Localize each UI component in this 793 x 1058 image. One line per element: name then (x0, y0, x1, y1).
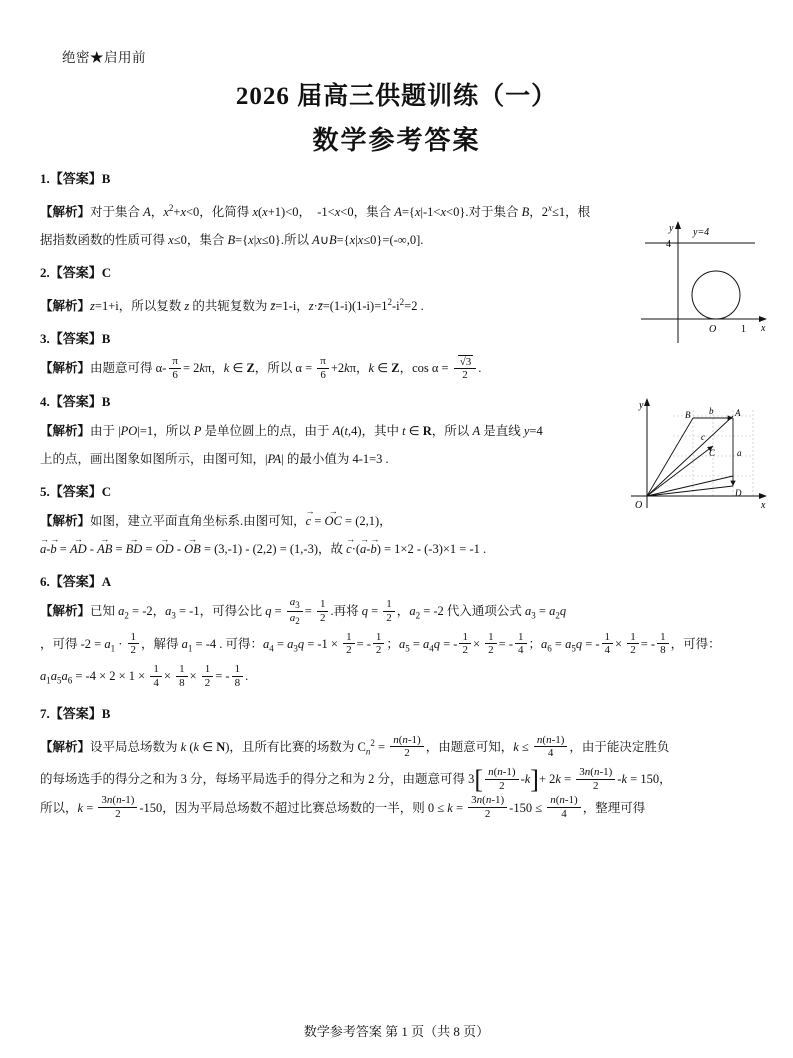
explanation-4-line-1: 【解析】由于 |PO|=1，所以 P 是单位圆上的点，由于 A(t,4)，其中 t ∈ R，所以 A 是直线 y=4 (40, 424, 543, 439)
explanation-7-line-3: 所以，k = $\frac{3n(n-1)}{2}$ -150，因为平局总场数不超过比赛总场数的一半，则 0 ≤ k = $\frac{3n(n-1)}{2}$ -150 ≤ $\frac{n(n-1)}{4}$ ，整理可得 (40, 794, 646, 821)
vectors-svg (617, 388, 775, 533)
explanation-4 (40, 417, 610, 473)
fig2-label-D: D (735, 488, 742, 498)
explanation-1-line-1: 【解析】对于集合 A，$x^2+x<0$，化简得 x(x+1)<0， -1<x<0，集合 A={x|-1<x<0}.对于集合 B，$2^x\le 1$，根 (40, 203, 591, 220)
fig2-label-A: A (735, 408, 741, 418)
explanation-6-line-2: ，可得 $-2 = a_1$ · $\frac{1}{2}$ ，解得 $a_1 = -4$ . 可得：$a_4 = a_3q = -1$ × $\frac{1}{2}$ = - $\frac{1}{2}$ ；$a_5 = a_4q$ = - $\frac{1}{2}$ × $\frac{1}{2}$ = - $\frac{1}{4}$ ；$a_6 = a_5q$ = - $\frac{1}{4}$ × $\frac{1}{2}$ = - $\frac{1}{8}$ ，可得： (40, 630, 721, 657)
explanation-label-5: 【解析】 (40, 514, 91, 529)
explanation-6-line-3: $a_1a_5a_6 = -4 \times 2 \times 1$ × $\frac{1}{4}$ × $\frac{1}{8}$ × $\frac{1}{2}$ = - $\frac{1}{8}$ . (40, 663, 249, 689)
answer-value-4: B (101, 394, 111, 410)
unit-circle-svg (623, 215, 773, 355)
explanation-3-line-1: 【解析】由题意可得 α- $\frac{\pi}{6}$ = 2kπ，k ∈ Z，所以 α = $\frac{\pi}{6}$ +2kπ，k ∈ Z，cos α = $\frac{√3}{2}$ . (40, 355, 482, 382)
answer-label-2: 2.【答案】 (40, 265, 102, 281)
fig2-label-b: b (709, 406, 714, 416)
page-title: 2026 届高三供题训练（一） (235, 83, 558, 110)
fig2-label-c: c (701, 432, 705, 442)
answer-value-5: C (101, 484, 112, 500)
secret-notice: 绝密★启用前 (62, 50, 146, 65)
fig1-x-axis-label: x (761, 323, 766, 334)
figure-unit-circle (623, 215, 773, 355)
fig2-label-B: B (685, 410, 691, 420)
answer-value-1: B (101, 171, 111, 186)
answer-label-7: 7.【答案】 (40, 705, 102, 721)
answer-value-6: A (101, 574, 112, 590)
fig1-y-axis-label: y (669, 223, 674, 234)
answer-label-1: 1.【答案】 (40, 171, 102, 186)
fig2-x-axis-label: x (761, 500, 766, 511)
explanation-6-line-1: 【解析】已知 $a_2 = -2$，$a_3 = -1$，可得公比 q = $\frac{a_3}{a_2}$ = $\frac{1}{2}$ .再将 q = $\frac{1}{2}$ ，$a_2 = -2$ 代入通项公式 $a_3 = a_2q$ (40, 596, 567, 626)
answer-line-7 (40, 701, 755, 727)
explanation-1-line-2: 据指数函数的性质可得 x≤0，集合 B={x|x≤0}.所以 A∪B={x|x≤0}=(-∞,0]. (40, 233, 424, 248)
explanation-6 (40, 597, 755, 695)
answer-value-3: B (101, 331, 111, 347)
fig1-line-label: y=4 (693, 227, 710, 238)
answer-label-4: 4.【答案】 (40, 394, 102, 410)
fig1-origin-label: O (709, 324, 717, 335)
fig2-label-C: C (709, 448, 716, 458)
explanation-2-line-1: 【解析】z=1+i，所以复数 z 的共轭复数为 z̄=1-i，$z\cdot z̄=(1-i)(1-i)=1^2-i^2=2$ . (40, 297, 424, 314)
explanation-7-line-1: 【解析】设平局总场数为 k (k ∈ N)，且所有比赛的场数为 $C_n^2$ = $\frac{n(n-1)}{2}$ ，由题意可知，k ≤ $\frac{n(n-1)}{4}$ ，由于能决定胜负 (40, 733, 670, 760)
explanation-label-3: 【解析】 (40, 361, 91, 376)
answer-value-2: C (101, 265, 112, 281)
figure-vectors (617, 388, 775, 533)
explanation-7-line-2: 的每场选手的得分之和为 3 分，每场平局选手的得分之和为 2 分，由题意可得 3[ $\frac{n(n-1)}{2}$ -k]+ 2k = $\frac{3n(n-1)}{2}$ -k = 150， (40, 765, 672, 795)
explanation-7 (40, 729, 755, 822)
explanation-5 (40, 507, 620, 563)
answer-item-6 (40, 569, 755, 695)
answer-label-3: 3.【答案】 (40, 331, 102, 347)
fig2-label-a: a (737, 448, 742, 458)
explanation-label-2: 【解析】 (40, 299, 91, 314)
explanation-label-6: 【解析】 (40, 604, 91, 619)
explanation-5-line-1: 【解析】如图，建立平面直角坐标系.由图可知，c → = OC → = (2,1)， (40, 507, 620, 535)
fig1-tick-4: 4 (666, 239, 671, 250)
fig1-one-label: 1 (741, 324, 746, 335)
explanation-5-line-2: a →-b → = AD → - AB → = BD → = OD → - OB → = (3,-1) - (2,2) = (1,-3)，故 c →·(a →-b →) = 1×2 - (-3)×1 = -1 . (40, 535, 730, 563)
answer-line-6 (40, 569, 755, 595)
answer-line-1 (40, 166, 755, 192)
page-subtitle: 数学参考答案 (312, 126, 481, 155)
explanation-label-1: 【解析】 (40, 205, 91, 220)
answer-label-5: 5.【答案】 (40, 484, 102, 500)
explanation-label-7: 【解析】 (40, 739, 91, 754)
explanation-3 (40, 354, 755, 383)
explanation-label-4: 【解析】 (40, 424, 91, 439)
page-footer: 数学参考答案 第 1 页（共 8 页） (303, 1024, 490, 1039)
fig2-origin-label: O (635, 500, 643, 511)
answer-item-7 (40, 701, 755, 822)
fig2-y-axis-label: y (639, 400, 644, 411)
answer-label-6: 6.【答案】 (40, 574, 102, 590)
explanation-4-line-2: 上的点，画出图象如图所示，由图可知，|PA| 的最小值为 4-1=3 . (40, 452, 389, 467)
answer-value-7: B (101, 705, 111, 721)
